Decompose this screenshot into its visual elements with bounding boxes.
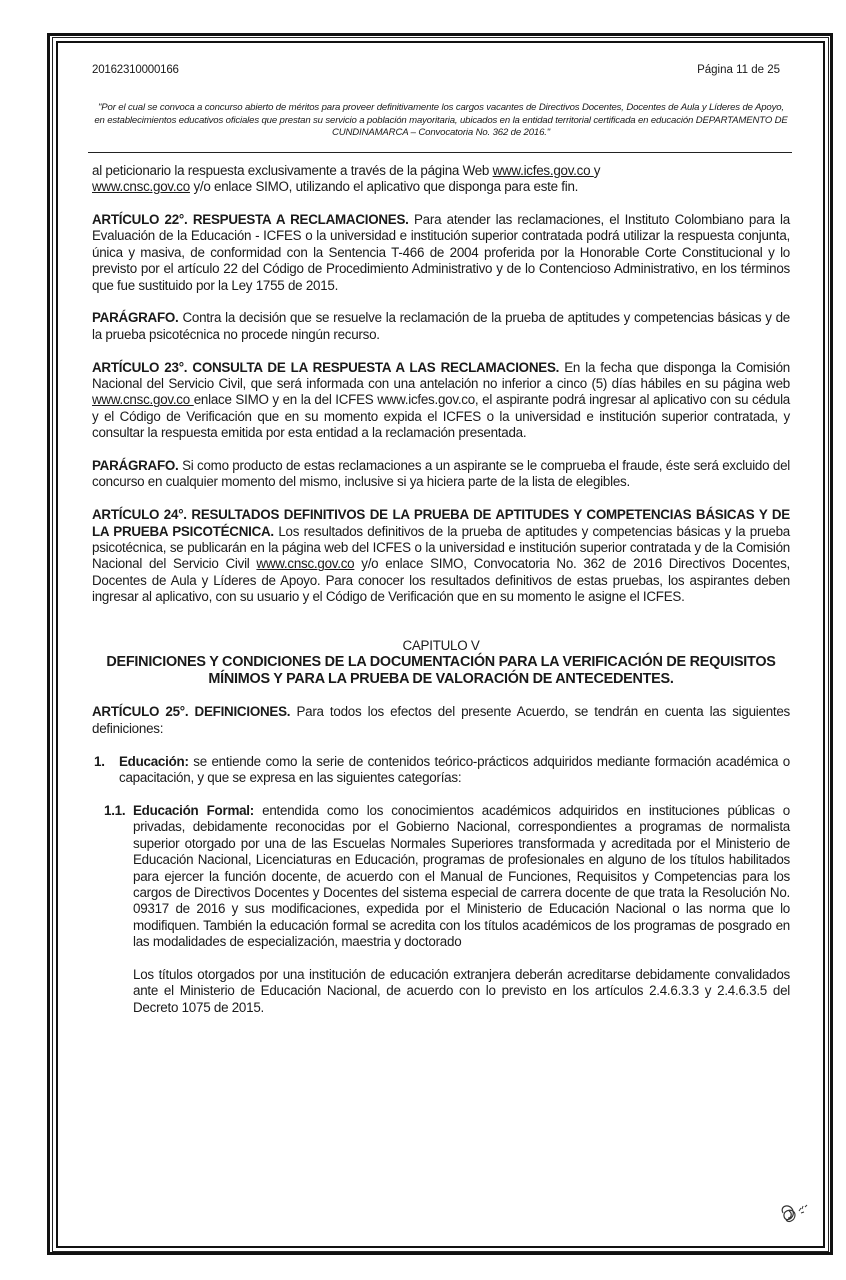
paragrafo-2-title: PARÁGRAFO.	[92, 458, 179, 474]
article-25-title: ARTÍCULO 25°. DEFINICIONES.	[92, 704, 291, 720]
article-22-title: ARTÍCULO 22°. RESPUESTA A RECLAMACIONES.	[92, 211, 409, 227]
paragrafo-1: PARÁGRAFO. Contra la decisión que se resuelve la reclamación de la prueba de aptitudes y competencias básicas y de la prueba psicotécnica no procede ningún recurso.	[92, 310, 790, 342]
document-body	[92, 163, 790, 1016]
header-quote: "Por el cual se convoca a concurso abierto de méritos para proveer definitivamente los cargos vacantes de Directivos Docentes, Docentes de Aula y Líderes de Apoyo, en establecimientos educativos oficiales que prestan su servicio a población mayoritaria, ubicados en la entidad territorial certificada en educación DEPARTAMENTO DE CUNDINAMARCA – Convocatoria No. 362 de 2016."	[94, 102, 788, 139]
list-item-1-title: Educación:	[119, 753, 189, 769]
chapter-heading	[92, 638, 790, 688]
intro-paragraph: al peticionario la respuesta exclusivamente a través de la página Web www.icfes.gov.co y www.cnsc.gov.co y/o enlace SIMO, utilizando el aplicativo que disponga para este fin.	[92, 162, 601, 195]
article-24-title: ARTÍCULO 24°. RESULTADOS DEFINITIVOS DE LA PRUEBA DE APTITUDES Y COMPETENCIAS BÁSICAS Y DE LA PRUEBA PSICOTÉCNICA.	[92, 507, 790, 539]
list-item-1-1: 1.1. Educación Formal: entendida como los conocimientos académicos adquiridos en instituciones públicas o privadas, debidamente reconocidas por el Gobierno Nacional, correspondientes a programas de normalista superior otorgado por una de las Escuelas Normales Superiores transformada y acreditada por el Ministerio de Educación Nacional, Licenciaturas en Educación, programas de profesionales en alguno de los títulos habilitados para ejercer la función docente, de acuerdo con el Manual de Funciones, Requisitos y Competencias para los cargos de Directivos Docentes y Docentes del sistema especial de carrera docente de que trata la Resolución No. 09317 de 2016 y sus modificaciones, expedida por el Ministerio de Educación Nacional o las norma que lo modifiquen. También la educación formal se acredita con los títulos académicos de los programas de posgrado en las modalidades de especialización, maestria y doctorado	[104, 802, 790, 950]
icfes-link[interactable]: www.icfes.gov.co	[492, 162, 594, 178]
cnsc-link-2[interactable]: www.cnsc.gov.co	[92, 392, 194, 408]
document-page	[92, 60, 790, 1033]
list-item-1-1-number: 1.1.	[104, 802, 126, 818]
list-item-1-number: 1.	[94, 753, 105, 769]
article-23: ARTÍCULO 23°. CONSULTA DE LA RESPUESTA A LAS RECLAMACIONES. En la fecha que disponga la Comisión Nacional del Servicio Civil, que será informada con una antelación no inferior a cinco (5) días hábiles en su página web www.cnsc.gov.co enlace SIMO y en la del ICFES www.icfes.gov.co, el aspirante podrá ingresar al aplicativo con su cédula y el Código de Verificación que en su momento expida el ICFES o la universidad e institución superior contratada, y consultar la respuesta emitida por esta entidad a la reclamación presentada.	[92, 359, 790, 441]
cnsc-link-3[interactable]: www.cnsc.gov.co	[256, 556, 355, 572]
cnsc-link[interactable]: www.cnsc.gov.co	[92, 179, 190, 195]
document-number: 20162310000166	[92, 64, 179, 76]
list-item-1-1-title: Educación Formal:	[133, 802, 254, 818]
chapter-label: CAPITULO V	[402, 637, 480, 653]
page-number: Página 11 de 25	[697, 64, 780, 76]
chapter-title: DEFINICIONES Y CONDICIONES DE LA DOCUMENTACIÓN PARA LA VERIFICACIÓN DE REQUISITOS MÍNIMOS Y PARA LA PRUEBA DE VALORACIÓN DE ANTECEDENTES.	[106, 654, 776, 688]
article-25: ARTÍCULO 25°. DEFINICIONES. Para todos los efectos del presente Acuerdo, se tendrán en cuenta las siguientes definiciones:	[92, 704, 791, 736]
page-header	[92, 64, 790, 80]
paragrafo-2: PARÁGRAFO. Si como producto de estas reclamaciones a un aspirante se le comprueba el fraude, éste será excluido del concurso en cualquier momento del mismo, inclusive si ya hiciera parte de la lista de elegibles.	[92, 458, 790, 490]
paragrafo-1-title: PARÁGRAFO.	[92, 310, 179, 326]
header-divider	[88, 152, 792, 153]
list-item-1: 1. Educación: se entiende como la serie de contenidos teórico-prácticos adquiridos mediante formación académica o capacitación, y que se expresa en las siguientes categorías:	[94, 753, 790, 786]
article-24: ARTÍCULO 24°. RESULTADOS DEFINITIVOS DE LA PRUEBA DE APTITUDES Y COMPETENCIAS BÁSICAS Y DE LA PRUEBA PSICOTÉCNICA. Los resultados definitivos de la prueba de aptitudes y competencias básicas y la prueba psicotécnica, se publicarán en la página web del ICFES o la universidad e institución superior contratada y de la Comisión Nacional del Servicio Civil www.cnsc.gov.co y/o enlace SIMO, Convocatoria No. 362 de 2016 Directivos Docentes, Docentes de Aula y Líderes de Apoyo. Para conocer los resultados definitivos de estas pruebas, los aspirantes deben ingresar al aplicativo, con su usuario y el Código de Verificación que en su momento le asigne el ICFES.	[92, 507, 790, 605]
article-23-title: ARTÍCULO 23°. CONSULTA DE LA RESPUESTA A LAS RECLAMACIONES.	[92, 359, 560, 375]
initials-signature-icon	[775, 1199, 815, 1229]
article-22: ARTÍCULO 22°. RESPUESTA A RECLAMACIONES. Para atender las reclamaciones, el Instituto Colombiano para la Evaluación de la Educación - ICFES o la universidad e institución superior contratada podrá utilizar la respuesta conjunta, única y masiva, de conformidad con la Sentencia T-466 de 2004 proferida por la Honorable Corte Constitucional y lo previsto por el artículo 22 del Código de Procedimiento Administrativo y de lo Contencioso Administrativo, en los términos que fue sustituido por la Ley 1755 de 2015.	[92, 211, 790, 293]
list-item-1-1-note: Los títulos otorgados por una institución de educación extranjera deberán acreditarse debidamente convalidados ante el Ministerio de Educación Nacional, de acuerdo con lo previsto en los artículos 2.4.6.3.3 y 2.4.6.3.5 del Decreto 1075 de 2015.	[133, 966, 790, 1015]
